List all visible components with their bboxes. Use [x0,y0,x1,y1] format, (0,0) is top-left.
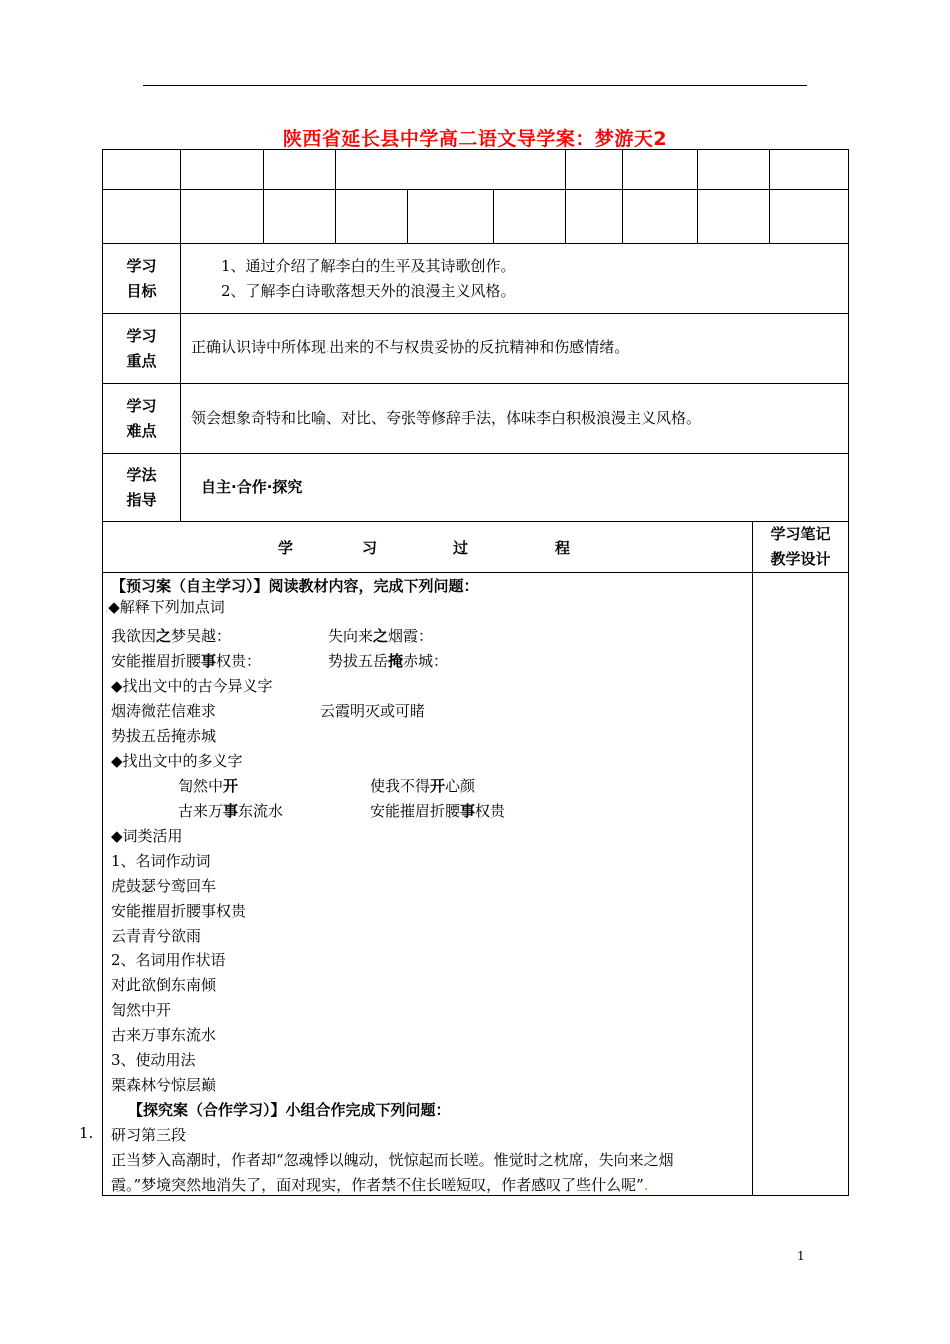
cilei-line: 1、名词作动词 [111,852,211,870]
duoyi-item: 古来万事东流水 [178,802,284,820]
cilei-line: 訇然中开 [111,1001,172,1019]
explore-title: 研习第三段 [111,1126,187,1144]
difficulty-content: 领会想象奇特和比喻、对比、夸张等修辞手法，体味李白积极浪漫主义风格。 [180,383,849,454]
blank-cell [769,149,849,190]
notes-header: 学习笔记 教学设计 [752,521,849,573]
cilei-line: 古来万事东流水 [111,1026,217,1044]
duoyi-item: 訇然中开 [178,777,239,795]
process-char: 习 [362,539,378,557]
blank-cell [102,149,181,190]
gujin-item: 势拔五岳掩赤城 [111,727,217,745]
blank-cell [180,189,264,244]
goals-label: 学习 目标 [102,243,181,314]
gujin-item: 云霞明灭或可睹 [320,702,426,720]
method-label: 学法 指导 [102,453,181,522]
blank-cell [263,149,336,190]
header-rule [143,85,807,86]
explain-heading: .◆解释下列加点词 [105,598,225,616]
explore-text: 霞。”梦境突然地消失了，面对现实，作者禁不住长嗟短叹，作者感叹了些什么呢”. [111,1176,649,1194]
gujin-item: 烟涛微茫信难求 [111,702,217,720]
blank-cell [407,189,494,244]
blank-cell [102,189,181,244]
page-title: 陕西省延长县中学高二语文导学案：梦游天2 [282,128,668,150]
process-char: 学 [278,539,294,557]
blank-cell [769,189,849,244]
blank-cell [565,189,623,244]
cilei-line: 云青青兮欲雨 [111,927,202,945]
difficulty-label: 学习 难点 [102,383,181,454]
method-content: 自主·合作·探究 [180,453,849,522]
explore-text: 正当梦入高潮时，作者却“忽魂悸以魄动，恍惊起而长嗟。惟觉时之枕席，失向来之烟 [111,1151,674,1169]
goals-content [180,243,849,314]
blank-cell [180,149,264,190]
blank-cell [263,189,336,244]
cilei-line: 对此欲倒东南倾 [111,976,217,994]
blank-cell [493,189,566,244]
blank-cell [335,149,566,190]
process-char: 程 [555,539,571,557]
explain-item: 势拔五岳掩赤城： [328,652,449,670]
item-number: 1. [79,1124,94,1142]
process-header [102,521,753,573]
duoyi-item: 使我不得开心颜 [370,777,476,795]
gujin-heading: ◆找出文中的古今异义字 [111,677,273,695]
blank-cell [335,189,408,244]
cilei-line: 3、使动用法 [111,1051,196,1069]
explore-heading: 【探究案（合作学习）】小组合作完成下列问题： [128,1101,451,1119]
focus-label: 学习 重点 [102,313,181,384]
process-char: 过 [453,539,469,557]
cilei-heading: ◆词类活用 [111,827,183,845]
blank-cell [622,189,698,244]
notes-body [752,572,849,1196]
duoyi-heading: ◆找出文中的多义字 [111,752,243,770]
cilei-line: 栗森林兮惊层巅 [111,1076,217,1094]
explain-item: 我欲因之梦吴越： [111,627,232,645]
goal-line: 2、了解李白诗歌落想天外的浪漫主义风格。 [221,281,516,300]
cilei-line: 2、名词用作状语 [111,951,226,969]
blank-cell [622,149,698,190]
cilei-line: 安能摧眉折腰事权贵 [111,902,247,920]
blank-cell [697,149,770,190]
duoyi-item: 安能摧眉折腰事权贵 [370,802,506,820]
focus-content: 正确认识诗中所体现.出来的不与权贵妥协的反抗精神和伤感情绪。 [180,313,849,384]
explain-item: 安能摧眉折腰事权贵： [111,652,262,670]
blank-cell [697,189,770,244]
explain-item: 失向来之烟霞： [328,627,434,645]
page-number: 1 [797,1249,805,1263]
blank-cell [565,149,623,190]
goal-line: 1、通过介绍了解李白的生平及其诗歌创作。 [221,256,516,275]
preview-heading: 【预习案（自主学习）】阅读教材内容，完成下列问题： [111,577,479,595]
cilei-line: 虎鼓瑟兮鸾回车 [111,877,217,895]
